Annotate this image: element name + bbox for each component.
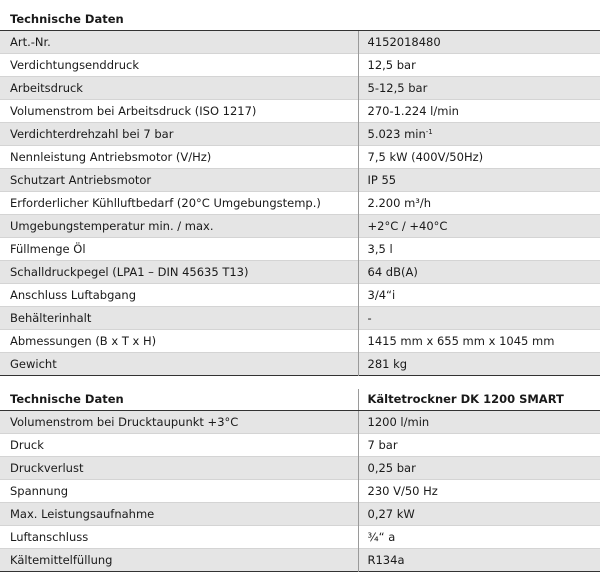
table-row	[0, 191, 600, 214]
spec-value: +2°C / +40°C	[367, 218, 448, 233]
spec-label: Volumenstrom bei Arbeitsdruck (ISO 1217)	[0, 99, 358, 122]
spec-value: 4152018480	[367, 34, 441, 49]
spec-value: 0,27 kW	[367, 507, 415, 521]
table-row	[0, 122, 600, 145]
spec-label: Verdichtungsenddruck	[0, 53, 358, 76]
spec-value: 7,5 kW (400V/50Hz)	[367, 149, 484, 164]
spec-value: 3,5 l	[367, 241, 393, 256]
spec-value: 0,25 bar	[367, 461, 416, 475]
table-header-title: Technische Daten	[0, 8, 600, 30]
spec-value: 1415 mm x 655 mm x 1045 mm	[367, 333, 555, 348]
spec-label: Gewicht	[0, 352, 358, 375]
table-row	[0, 260, 600, 283]
table-row	[0, 283, 600, 306]
table-row	[0, 329, 600, 352]
spec-value: R134a	[367, 553, 405, 567]
compressor-spec-table	[0, 8, 600, 376]
spec-label: Volumenstrom bei Drucktaupunkt +3°C	[0, 411, 358, 434]
spec-label: Anschluss Luftabgang	[0, 283, 358, 306]
table-row	[0, 214, 600, 237]
spec-value: 281 kg	[367, 356, 408, 371]
spec-value: IP 55	[367, 172, 397, 187]
spec-label: Art.-Nr.	[0, 30, 358, 53]
table-row	[0, 434, 600, 457]
table-header-title: Technische Daten	[0, 389, 358, 411]
spec-label: Druck	[0, 434, 358, 457]
spec-value-exponent: -1	[425, 127, 433, 136]
spec-label: Arbeitsdruck	[0, 76, 358, 99]
spec-label: Erforderlicher Kühlluftbedarf (20°C Umgebungstemp.)	[0, 191, 358, 214]
table-row	[0, 145, 600, 168]
spec-value: 3/4“i	[367, 287, 396, 302]
spec-label: Nennleistung Antriebsmotor (V/Hz)	[0, 145, 358, 168]
spec-label: Umgebungstemperatur min. / max.	[0, 214, 358, 237]
spec-value: 64 dB(A)	[367, 264, 418, 279]
table-row	[0, 30, 600, 53]
spec-value: 230 V/50 Hz	[367, 484, 438, 498]
spec-value: 270-1.224 l/min	[367, 103, 459, 118]
table-row	[0, 480, 600, 503]
spec-label: Schutzart Antriebsmotor	[0, 168, 358, 191]
spec-label: Füllmenge Öl	[0, 237, 358, 260]
table-row	[0, 168, 600, 191]
table-header-row	[0, 8, 600, 30]
spec-value: 7 bar	[367, 438, 398, 452]
table-header-row	[0, 389, 600, 411]
table-row	[0, 526, 600, 549]
spec-label: Spannung	[0, 480, 358, 503]
spec-label: Behälterinhalt	[0, 306, 358, 329]
table-row	[0, 411, 600, 434]
table-row	[0, 306, 600, 329]
spec-value: 1200 l/min	[367, 415, 430, 429]
table-header-product: Kältetrockner DK 1200 SMART	[358, 389, 600, 411]
table-row	[0, 53, 600, 76]
table-row	[0, 76, 600, 99]
table-row	[0, 237, 600, 260]
table-row	[0, 457, 600, 480]
table-row	[0, 549, 600, 572]
spec-value: 2.200 m³/h	[367, 195, 432, 210]
spec-label: Abmessungen (B x T x H)	[0, 329, 358, 352]
spec-value: 5.023 min	[367, 126, 426, 141]
spec-value: 12,5 bar	[367, 57, 416, 72]
spec-label: Druckverlust	[0, 457, 358, 480]
spec-label: Kältemittelfüllung	[0, 549, 358, 572]
table-spacer	[0, 376, 600, 389]
spec-value: 5-12,5 bar	[367, 80, 428, 95]
table-row	[0, 503, 600, 526]
dryer-spec-table	[0, 389, 600, 573]
spec-value-cell	[358, 122, 600, 145]
spec-value: -	[367, 310, 372, 325]
spec-value: ¾“ a	[367, 530, 396, 544]
spec-label: Max. Leistungsaufnahme	[0, 503, 358, 526]
spec-label: Luftanschluss	[0, 526, 358, 549]
spec-label: Schalldruckpegel (LPA1 – DIN 45635 T13)	[0, 260, 358, 283]
table-row	[0, 352, 600, 375]
table-row	[0, 99, 600, 122]
spec-label: Verdichterdrehzahl bei 7 bar	[0, 122, 358, 145]
